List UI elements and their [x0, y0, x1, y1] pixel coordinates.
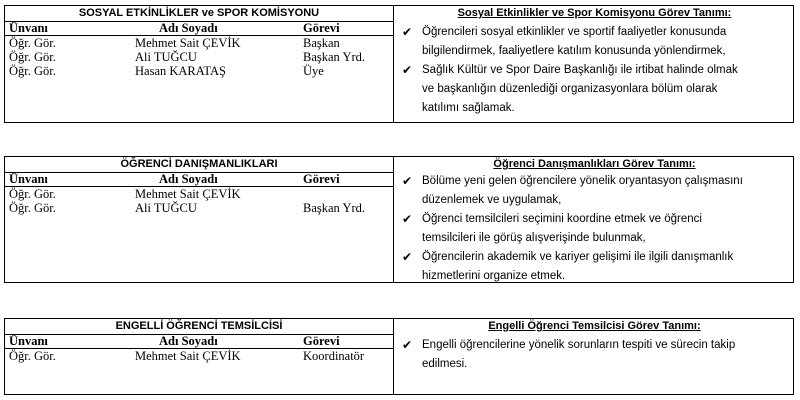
cell-unvan: Öğr. Gör.: [9, 64, 56, 78]
duty-line: bilgilendirmek, faaliyetlere katılım konusunda yönlendirmek,: [422, 45, 726, 57]
duties-panel: [394, 319, 793, 394]
cell-unvan: Öğr. Gör.: [9, 50, 56, 64]
header-unvan: Ünvanı: [9, 334, 48, 348]
members-panel: [5, 6, 394, 122]
header-gorev: Görevi: [303, 21, 340, 35]
cell-unvan: Öğr. Gör.: [9, 201, 56, 215]
section-sosyal-etkinlikler: [4, 5, 794, 123]
duty-title: Sosyal Etkinlikler ve Spor Komisyonu Görev Tanımı:: [457, 7, 732, 19]
header-gorev: Görevi: [303, 334, 340, 348]
cell-gorev: Başkan: [303, 36, 340, 50]
table-row: [5, 187, 393, 201]
duty-line: Engelli öğrencilerine yönelik sorunların tespiti ve sürecin takip: [422, 339, 736, 351]
checkmark-icon: ✔: [402, 250, 413, 264]
header-unvan: Ünvanı: [9, 172, 48, 186]
header-ad: Adı Soyadı: [159, 21, 218, 35]
cell-ad: Ali TUĞCU: [135, 201, 197, 215]
duty-item: [402, 210, 787, 248]
duty-item: [402, 61, 787, 118]
duties-panel: [394, 6, 793, 122]
cell-ad: Hasan KARATAŞ: [135, 64, 227, 78]
header-gorev: Görevi: [303, 172, 340, 186]
checkmark-icon: ✔: [402, 25, 413, 39]
cell-gorev: Başkan Yrd.: [303, 201, 366, 215]
header-ad: Adı Soyadı: [159, 172, 218, 186]
duty-title: Öğrenci Danışmanlıkları Görev Tanımı:: [493, 158, 696, 170]
cell-ad: Ali TUĞCU: [135, 50, 197, 64]
cell-ad: Mehmet Sait ÇEVİK: [135, 349, 241, 363]
duty-line: düzenlemek ve uygulamak,: [422, 194, 562, 206]
duty-item: [402, 336, 787, 374]
table-row: [5, 64, 393, 78]
cell-ad: Mehmet Sait ÇEVİK: [135, 187, 241, 201]
duty-list: [402, 336, 787, 374]
duty-line: ve başkanlığın düzenlediği organizasyonlara bölüm olarak: [422, 83, 718, 95]
duty-title: Engelli Öğrenci Temsilcisi Görev Tanımı:: [488, 320, 701, 332]
section-ogrenci-danismanliklari: [4, 156, 794, 283]
header-unvan: Ünvanı: [9, 21, 48, 35]
duty-list: [402, 172, 787, 286]
cell-gorev: Başkan Yrd.: [303, 50, 366, 64]
duties-panel: [394, 157, 793, 282]
checkmark-icon: ✔: [402, 212, 413, 226]
duty-line: Bölüme yeni gelen öğrencilere yönelik oryantasyon çalışmasını: [422, 175, 743, 187]
section-title: SOSYAL ETKİNLİKLER ve SPOR KOMİSYONU: [5, 6, 393, 22]
duty-line: edilmesi.: [422, 358, 468, 370]
section-title: ENGELLİ ÖĞRENCİ TEMSİLCİSİ: [5, 319, 393, 335]
cell-gorev: Koordinatör: [303, 349, 365, 363]
table-row: [5, 36, 393, 50]
header-ad: Adı Soyadı: [159, 334, 218, 348]
cell-ad: Mehmet Sait ÇEVİK: [135, 36, 241, 50]
table-header: [5, 22, 393, 36]
cell-unvan: Öğr. Gör.: [9, 187, 56, 201]
duty-line: Öğrencileri sosyal etkinlikler ve sportif faaliyetler konusunda: [422, 26, 727, 38]
cell-unvan: Öğr. Gör.: [9, 36, 56, 50]
members-panel: [5, 157, 394, 282]
checkmark-icon: ✔: [402, 63, 413, 77]
checkmark-icon: ✔: [402, 174, 413, 188]
checkmark-icon: ✔: [402, 338, 413, 352]
table-row: [5, 201, 393, 215]
cell-unvan: Öğr. Gör.: [9, 349, 56, 363]
duty-line: temsilcileri ile görüş alışverişinde bulunmak,: [422, 232, 646, 244]
duty-item: [402, 248, 787, 286]
table-row: [5, 349, 393, 363]
table-row: [5, 50, 393, 64]
duty-item: [402, 172, 787, 210]
cell-gorev: [303, 187, 393, 201]
duty-line: Öğrenci temsilcileri seçimini koordine etmek ve öğrenci: [422, 213, 702, 225]
duty-list: [402, 23, 787, 118]
members-panel: [5, 319, 394, 394]
table-header: [5, 173, 393, 187]
duty-item: [402, 23, 787, 61]
section-engelli-ogrenci: [4, 318, 794, 395]
duty-line: katılımı sağlamak.: [422, 102, 515, 114]
cell-gorev: Üye: [303, 64, 324, 78]
duty-line: Öğrencilerin akademik ve kariyer gelişimi ile ilgili danışmanlık: [422, 251, 734, 263]
table-header: [5, 335, 393, 349]
duty-line: hizmetlerini organize etmek.: [422, 270, 566, 282]
section-title: ÖĞRENCİ DANIŞMANLIKLARI: [5, 157, 393, 173]
duty-line: Sağlık Kültür ve Spor Daire Başkanlığı ile irtibat halinde olmak: [422, 64, 738, 76]
